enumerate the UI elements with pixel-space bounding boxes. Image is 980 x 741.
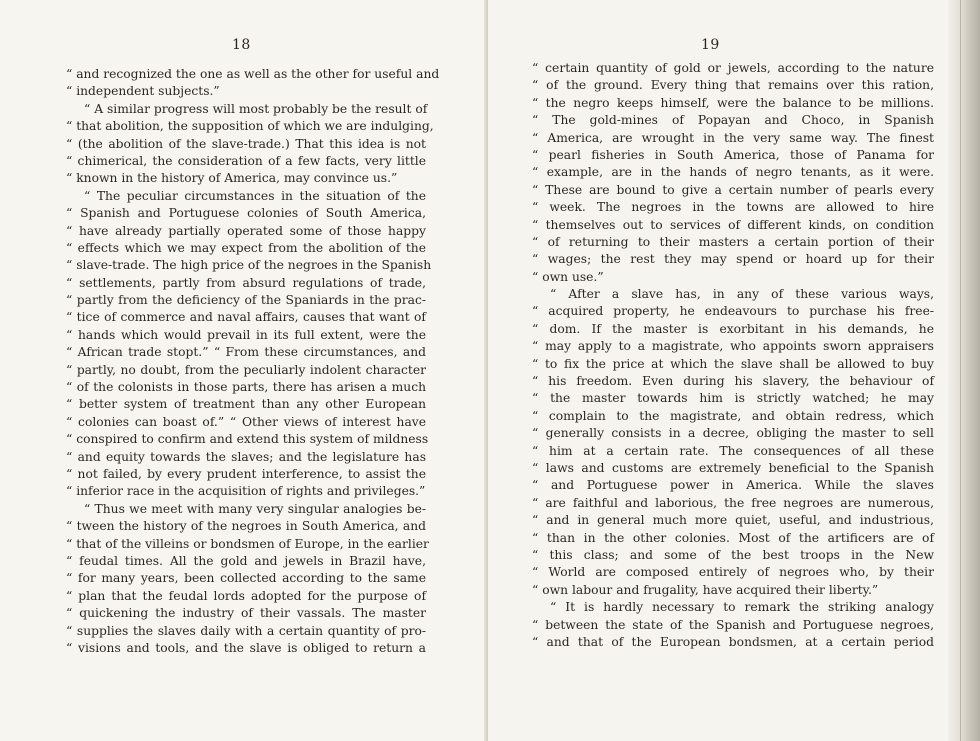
text-line: “ and Portuguese power in America. While the slaves <box>532 478 934 493</box>
page-number-left: 18 <box>232 37 251 53</box>
text-line: “ of the colonists in those parts, there has arisen a much <box>66 380 426 395</box>
text-line: “ plan that the feudal lords adopted for the purpose of <box>66 588 426 603</box>
text-line: “ that of the villeins or bondsmen of Europe, in the earlier <box>66 536 429 551</box>
left-page <box>0 0 488 741</box>
text-line: “ laws and customs are extremely beneficial to the Spanish <box>532 460 934 475</box>
text-line: “ this class; and some of the best troops in the New <box>532 547 934 562</box>
text-line: “ pearl fisheries in South America, those of Panama for <box>532 147 934 162</box>
right-page-text <box>532 60 934 651</box>
text-line: “ acquired property, he endeavours to purchase his free- <box>532 304 934 319</box>
text-line: “ effects which we may expect from the abolition of the <box>66 240 426 255</box>
text-line: “ themselves out to services of different kinds, on condition <box>532 217 934 232</box>
text-line: “ supplies the slaves daily with a certain quantity of pro- <box>66 623 426 638</box>
text-line: “ generally consists in a decree, obliging the master to sell <box>532 426 934 441</box>
text-line: “ quickening the industry of their vassals. The master <box>66 606 426 621</box>
text-line: “ own use.” <box>532 269 604 284</box>
text-line: “ hands which would prevail in its full extent, were the <box>66 327 426 342</box>
text-line: “ than in the other colonies. Most of the artificers are of <box>532 530 934 545</box>
left-page-text <box>66 66 440 657</box>
text-line: “ These are bound to give a certain number of pearls every <box>532 182 934 197</box>
text-line: “ African trade stopt.” “ From these circumstances, and <box>66 345 426 360</box>
text-line: “ The gold-mines of Popayan and Choco, in Spanish <box>532 113 934 128</box>
text-line: “ colonies can boast of.” “ Other views of interest have <box>66 414 426 429</box>
text-line: “ for many years, been collected according to the same <box>66 571 426 586</box>
text-line: “ conspired to confirm and extend this system of mildness <box>66 432 429 447</box>
text-line: “ and that of the European bondsmen, at a certain period <box>532 634 934 649</box>
text-line: “ feudal times. All the gold and jewels in Brazil have, <box>66 553 426 568</box>
text-line: “ independent subjects.” <box>66 84 220 99</box>
text-line: “ Thus we meet with many very singular analogies be- <box>84 501 426 516</box>
text-line: “ America, are wrought in the very same way. The finest <box>532 130 934 145</box>
text-line: “ wages; the rest they may spend or hoard up for their <box>532 252 934 267</box>
text-line: “ may apply to a magistrate, who appoints sworn appraisers <box>532 339 934 354</box>
text-line: “ between the state of the Spanish and Portuguese negroes, <box>532 617 934 632</box>
text-line: “ that abolition, the supposition of which we are indulging, <box>66 119 434 134</box>
text-line: “ known in the history of America, may convince us.” <box>66 171 398 186</box>
right-page <box>488 0 980 741</box>
text-line: “ example, are in the hands of negro tenants, as it were. <box>532 165 934 180</box>
text-line: “ week. The negroes in the towns are allowed to hire <box>532 200 934 215</box>
text-line: “ and in general much more quiet, useful, and industrious, <box>532 513 934 528</box>
text-line: “ After a slave has, in any of these various ways, <box>550 287 934 302</box>
text-line: “ World are composed entirely of negroes who, by their <box>532 565 934 580</box>
text-line: “ It is hardly necessary to remark the striking analogy <box>550 600 934 615</box>
text-line: “ inferior race in the acquisition of rights and privileges.” <box>66 484 426 499</box>
page-number-right: 19 <box>701 37 720 53</box>
text-line: “ partly from the deficiency of the Spaniards in the prac- <box>66 293 426 308</box>
text-line: “ certain quantity of gold or jewels, according to the nature <box>532 61 934 75</box>
text-line: “ tween the history of the negroes in South America, and <box>66 519 426 534</box>
text-line: “ of returning to their masters a certain portion of their <box>532 234 934 249</box>
text-line: “ chimerical, the consideration of a few facts, very little <box>66 153 426 168</box>
page-edge-shadow <box>948 0 980 741</box>
text-line: “ better system of treatment than any other European <box>66 397 426 412</box>
text-line: “ tice of commerce and naval affairs, causes that want of <box>66 310 426 325</box>
text-line: “ him at a certain rate. The consequences of all these <box>532 443 934 458</box>
text-line: “ The peculiar circumstances in the situation of the <box>84 188 426 203</box>
text-line: “ own labour and frugality, have acquired their liberty.” <box>532 582 879 597</box>
text-line: “ A similar progress will most probably be the result of <box>84 101 428 116</box>
text-line: “ and recognized the one as well as the other for useful and <box>66 67 440 81</box>
text-line: “ the negro keeps himself, were the balance to be millions. <box>532 95 934 110</box>
text-line: “ visions and tools, and the slave is obliged to return a <box>66 640 426 655</box>
text-line: “ (the abolition of the slave-trade.) That this idea is not <box>66 136 426 151</box>
text-line: “ partly, no doubt, from the peculiarly indolent character <box>66 362 426 377</box>
text-line: “ slave-trade. The high price of the negroes in the Spanish <box>66 258 432 273</box>
text-line: “ to fix the price at which the slave shall be allowed to buy <box>532 356 934 371</box>
text-line: “ settlements, partly from absurd regulations of trade, <box>66 275 426 290</box>
text-line: “ have already partially operated some of those happy <box>66 223 426 238</box>
text-line: “ dom. If the master is exorbitant in his demands, he <box>532 321 934 336</box>
text-line: “ his freedom. Even during his slavery, the behaviour of <box>532 374 934 389</box>
text-line: “ the master towards him is strictly watched; he may <box>532 391 934 406</box>
text-line: “ are faithful and laborious, the free negroes are numerous, <box>532 495 934 510</box>
text-line: “ and equity towards the slaves; and the legislature has <box>66 449 426 464</box>
text-line: “ not failed, by every prudent interference, to assist the <box>66 466 426 481</box>
text-line: “ Spanish and Portuguese colonies of South America, <box>66 206 426 221</box>
text-line: “ complain to the magistrate, and obtain redress, which <box>532 408 934 423</box>
text-line: “ of the ground. Every thing that remains over this ration, <box>532 78 934 93</box>
